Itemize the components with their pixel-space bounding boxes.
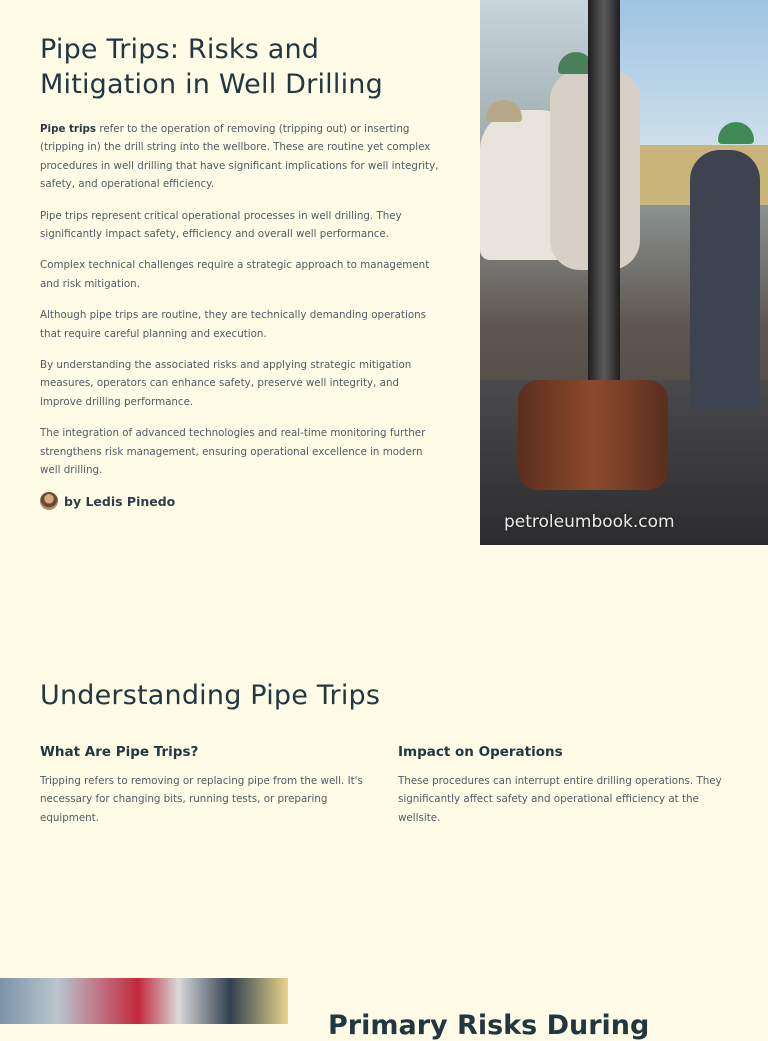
column-heading: What Are Pipe Trips? bbox=[40, 744, 199, 760]
worker-right bbox=[690, 150, 760, 410]
column-text: Tripping refers to removing or replacing pipe from the well. It's necessary for changing bits, running tests, or preparing equipment. bbox=[40, 775, 363, 824]
column-heading: Impact on Operations bbox=[398, 744, 563, 760]
helmet-icon bbox=[486, 100, 522, 122]
drill-pipe bbox=[588, 0, 620, 400]
section-title-understanding: Understanding Pipe Trips bbox=[40, 680, 381, 711]
intro-paragraph-5: By understanding the associated risks and applying strategic mitigation measures, operators can enhance safety, preserve well integrity, and improve drilling performance. bbox=[40, 359, 412, 408]
intro-paragraph-2: Pipe trips represent critical operational processes in well drilling. They significantly impact safety, efficiency and overall well performance. bbox=[40, 209, 402, 241]
intro-paragraph-4: Although pipe trips are routine, they are technically demanding operations that require careful planning and execution. bbox=[40, 309, 427, 340]
rotary-table bbox=[518, 380, 668, 490]
intro-lead-bold: Pipe trips bbox=[40, 123, 97, 135]
image-watermark: petroleumbook.com bbox=[504, 512, 675, 532]
intro-paragraph-1 bbox=[40, 120, 440, 194]
intro-paragraph-3: Complex technical challenges require a strategic approach to management and risk mitigation. bbox=[40, 259, 430, 290]
section-title-primary-risks: Primary Risks During bbox=[328, 1010, 650, 1041]
section-image bbox=[0, 978, 288, 1024]
author-name: by Ledis Pinedo bbox=[64, 493, 176, 509]
page-title: Pipe Trips: Risks and Mitigation in Well Drilling bbox=[40, 34, 383, 100]
intro-paragraph-6: The integration of advanced technologies and real-time monitoring further strengthens risk management, ensuring operational excellence in modern well drilling. bbox=[40, 427, 426, 477]
info-column-impact bbox=[398, 744, 728, 827]
avatar bbox=[40, 492, 58, 510]
column-text: These procedures can interrupt entire drilling operations. They significantly affect safety and operational efficiency at the wellsite. bbox=[398, 775, 722, 824]
info-column-what bbox=[40, 744, 370, 827]
intro-lead-rest: refer to the operation of removing (tripping out) or inserting (tripping in) the drill string into the wellbore. These are routine yet complex procedures in well drilling that have significant implications for well integrity, safety, and operational efficiency. bbox=[40, 123, 439, 191]
hero-image bbox=[480, 0, 768, 545]
author-byline[interactable] bbox=[40, 492, 175, 510]
intro-text bbox=[40, 120, 440, 493]
